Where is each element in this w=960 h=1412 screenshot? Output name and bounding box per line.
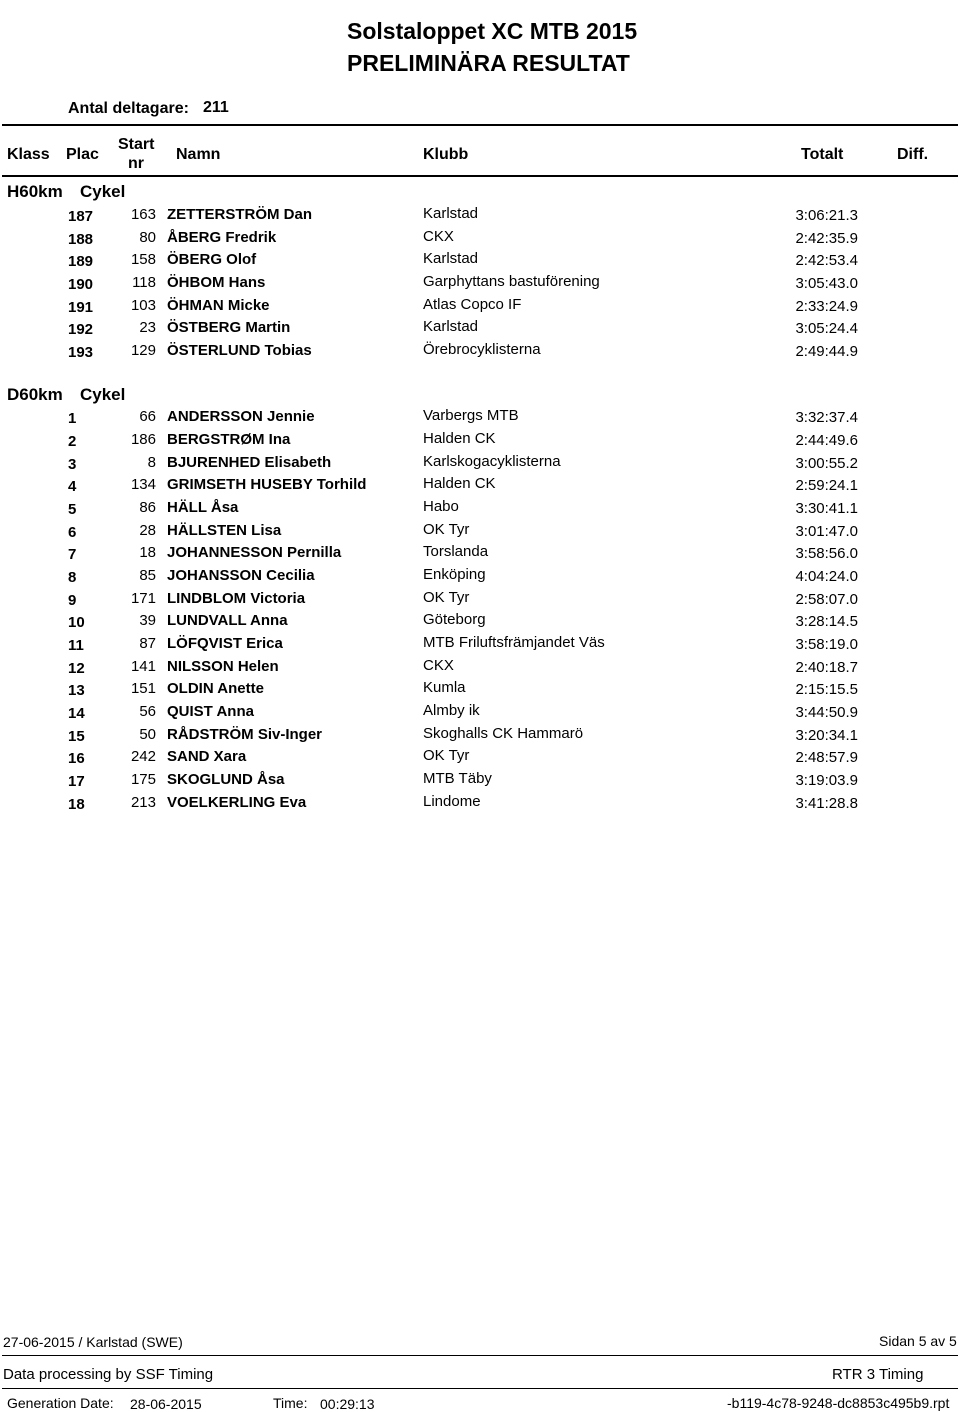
placement: 8 (68, 569, 77, 586)
footer-software: RTR 3 Timing (832, 1366, 924, 1383)
total-time: 2:59:24.1 (795, 477, 858, 494)
placement: 12 (68, 660, 85, 677)
club: Garphyttans bastuförening (423, 273, 600, 290)
club: Habo (423, 498, 459, 515)
start-number: 23 (139, 319, 156, 336)
col-nr: nr (128, 155, 144, 172)
start-number: 86 (139, 499, 156, 516)
total-time: 3:30:41.1 (795, 500, 858, 517)
start-number: 50 (139, 726, 156, 743)
club: Atlas Copco IF (423, 296, 522, 313)
club: Lindome (423, 793, 481, 810)
athlete-name: HÄLL Åsa (167, 499, 239, 516)
placement: 18 (68, 796, 85, 813)
club: Örebrocyklisterna (423, 341, 541, 358)
club: Göteborg (423, 611, 486, 628)
club: MTB Täby (423, 770, 492, 787)
start-number: 18 (139, 544, 156, 561)
club: OK Tyr (423, 747, 470, 764)
club: Karlstad (423, 250, 479, 267)
start-number: 151 (130, 680, 156, 697)
table-row (0, 702, 960, 725)
total-time: 3:20:34.1 (795, 727, 858, 744)
footer-data-processing: Data processing by SSF Timing (3, 1366, 214, 1383)
col-klubb: Klubb (423, 146, 469, 163)
total-time: 3:58:19.0 (795, 636, 858, 653)
section-class: H60km (7, 182, 63, 201)
club: Kumla (423, 679, 466, 696)
club: CKX (423, 228, 454, 245)
table-row (0, 341, 960, 364)
total-time: 2:44:49.6 (795, 432, 858, 449)
total-time: 2:40:18.7 (795, 659, 858, 676)
total-time: 3:06:21.3 (795, 207, 858, 224)
table-row (0, 793, 960, 816)
footer-time-label: Time: (273, 1395, 308, 1411)
total-time: 3:01:47.0 (795, 523, 858, 540)
club: MTB Friluftsfrämjandet Väs (423, 634, 605, 651)
placement: 4 (68, 478, 77, 495)
placement: 16 (68, 750, 85, 767)
club: Enköping (423, 566, 486, 583)
total-time: 2:15:15.5 (795, 681, 858, 698)
start-number: 66 (139, 408, 156, 425)
placement: 10 (68, 614, 85, 631)
total-time: 2:58:07.0 (795, 591, 858, 608)
header-bottom-rule (2, 175, 958, 177)
start-number: 175 (130, 771, 156, 788)
total-time: 2:33:24.9 (795, 298, 858, 315)
start-number: 28 (139, 522, 156, 539)
start-number: 242 (130, 748, 156, 765)
total-time: 3:44:50.9 (795, 704, 858, 721)
start-number: 171 (130, 590, 156, 607)
athlete-name: ÖBERG Olof (167, 251, 257, 268)
athlete-name: VOELKERLING Eva (167, 794, 307, 811)
start-number: 213 (130, 794, 156, 811)
start-number: 56 (139, 703, 156, 720)
start-number: 186 (130, 431, 156, 448)
table-row (0, 498, 960, 521)
report-subtitle: PRELIMINÄRA RESULTAT (347, 50, 630, 76)
club: OK Tyr (423, 589, 470, 606)
start-number: 39 (139, 612, 156, 629)
club: Skoghalls CK Hammarö (423, 725, 584, 742)
total-time: 3:00:55.2 (795, 455, 858, 472)
placement: 6 (68, 524, 77, 541)
table-row (0, 453, 960, 476)
placement: 191 (68, 299, 94, 316)
placement: 190 (68, 276, 94, 293)
total-time: 2:42:35.9 (795, 230, 858, 247)
total-time: 3:28:14.5 (795, 613, 858, 630)
placement: 15 (68, 728, 85, 745)
start-number: 129 (130, 342, 156, 359)
athlete-name: LÖFQVIST Erica (167, 635, 283, 652)
placement: 9 (68, 592, 77, 609)
table-row (0, 543, 960, 566)
start-number: 158 (130, 251, 156, 268)
placement: 193 (68, 344, 94, 361)
placement: 7 (68, 546, 77, 563)
start-number: 134 (130, 476, 156, 493)
athlete-name: ZETTERSTRÖM Dan (167, 206, 312, 223)
total-time: 3:19:03.9 (795, 772, 858, 789)
table-row (0, 747, 960, 770)
placement: 11 (68, 637, 84, 654)
table-row (0, 589, 960, 612)
table-row (0, 296, 960, 319)
club: Halden CK (423, 475, 496, 492)
table-row (0, 657, 960, 680)
club: Varbergs MTB (423, 407, 519, 424)
athlete-name: SAND Xara (167, 748, 247, 765)
table-row (0, 407, 960, 430)
athlete-name: LINDBLOM Victoria (167, 590, 306, 607)
placement: 3 (68, 456, 77, 473)
club: Torslanda (423, 543, 489, 560)
table-row (0, 250, 960, 273)
total-time: 2:42:53.4 (795, 252, 858, 269)
total-time: 3:32:37.4 (795, 409, 858, 426)
athlete-name: OLDIN Anette (167, 680, 264, 697)
athlete-name: NILSSON Helen (167, 658, 279, 675)
start-number: 118 (132, 274, 156, 291)
footer-date-place: 27-06-2015 / Karlstad (SWE) (3, 1334, 183, 1350)
table-row (0, 228, 960, 251)
table-row (0, 679, 960, 702)
club: Karlstad (423, 318, 479, 335)
section-type: Cykel (80, 385, 126, 404)
footer-rule-2 (2, 1388, 958, 1389)
header-top-rule (2, 124, 958, 126)
footer-generation-date: 28-06-2015 (130, 1396, 202, 1412)
placement: 1 (68, 410, 77, 427)
total-time: 2:48:57.9 (795, 749, 858, 766)
club: Halden CK (423, 430, 496, 447)
athlete-name: BERGSTRØM Ina (167, 431, 291, 448)
total-time: 3:41:28.8 (795, 795, 858, 812)
table-row (0, 205, 960, 228)
table-row (0, 430, 960, 453)
section-type: Cykel (80, 182, 126, 201)
participants-label: Antal deltagare: (68, 100, 189, 117)
placement: 13 (68, 682, 85, 699)
table-row (0, 521, 960, 544)
placement: 5 (68, 501, 77, 518)
club: Almby ik (423, 702, 480, 719)
col-plac: Plac (66, 146, 99, 163)
athlete-name: LUNDVALL Anna (167, 612, 288, 629)
placement: 2 (68, 433, 77, 450)
total-time: 3:58:56.0 (795, 545, 858, 562)
placement: 189 (68, 253, 94, 270)
table-row (0, 770, 960, 793)
table-row (0, 566, 960, 589)
athlete-name: ÖHMAN Micke (167, 297, 270, 314)
start-number: 87 (139, 635, 156, 652)
total-time: 4:04:24.0 (795, 568, 858, 585)
start-number: 80 (139, 229, 156, 246)
athlete-name: SKOGLUND Åsa (167, 771, 285, 788)
start-number: 85 (139, 567, 156, 584)
club: OK Tyr (423, 521, 470, 538)
placement: 17 (68, 773, 85, 790)
athlete-name: GRIMSETH HUSEBY Torhild (167, 476, 367, 493)
athlete-name: BJURENHED Elisabeth (167, 454, 332, 471)
col-totalt: Totalt (801, 146, 844, 163)
start-number: 141 (130, 658, 156, 675)
athlete-name: QUIST Anna (167, 703, 254, 720)
participants-count: 211 (203, 99, 229, 116)
start-number: 8 (147, 454, 156, 471)
start-number: 163 (130, 206, 156, 223)
club: CKX (423, 657, 454, 674)
footer-time: 00:29:13 (320, 1396, 375, 1412)
total-time: 3:05:24.4 (795, 320, 858, 337)
athlete-name: JOHANSSON Cecilia (167, 567, 315, 584)
club: Karlstad (423, 205, 479, 222)
report-title: Solstaloppet XC MTB 2015 (347, 18, 638, 44)
athlete-name: ÅBERG Fredrik (167, 229, 277, 246)
total-time: 2:49:44.9 (795, 343, 858, 360)
athlete-name: ÖSTBERG Martin (167, 319, 291, 336)
athlete-name: ÖSTERLUND Tobias (167, 342, 312, 359)
table-row (0, 273, 960, 296)
placement: 187 (68, 208, 94, 225)
table-row (0, 725, 960, 748)
footer-page-number: Sidan 5 av 5 (879, 1333, 957, 1349)
athlete-name: HÄLLSTEN Lisa (167, 522, 282, 539)
placement: 192 (68, 321, 94, 338)
placement: 188 (68, 231, 94, 248)
athlete-name: ANDERSSON Jennie (167, 408, 315, 425)
club: Karlskogacyklisterna (423, 453, 561, 470)
athlete-name: ÖHBOM Hans (167, 274, 266, 291)
start-number: 103 (130, 297, 156, 314)
footer-rule (2, 1355, 958, 1356)
footer-report-id: -b119-4c78-9248-dc8853c495b9.rpt (727, 1395, 950, 1411)
table-row (0, 611, 960, 634)
col-diff: Diff. (897, 146, 929, 163)
table-row (0, 318, 960, 341)
table-row (0, 634, 960, 657)
col-start: Start (118, 136, 155, 153)
table-row (0, 475, 960, 498)
athlete-name: JOHANNESSON Pernilla (167, 544, 342, 561)
footer-generation-date-label: Generation Date: (7, 1395, 114, 1411)
col-namn: Namn (176, 146, 221, 163)
total-time: 3:05:43.0 (795, 275, 858, 292)
col-klass: Klass (7, 146, 50, 163)
placement: 14 (68, 705, 85, 722)
athlete-name: RÅDSTRÖM Siv-Inger (167, 726, 323, 743)
section-class: D60km (7, 385, 63, 404)
